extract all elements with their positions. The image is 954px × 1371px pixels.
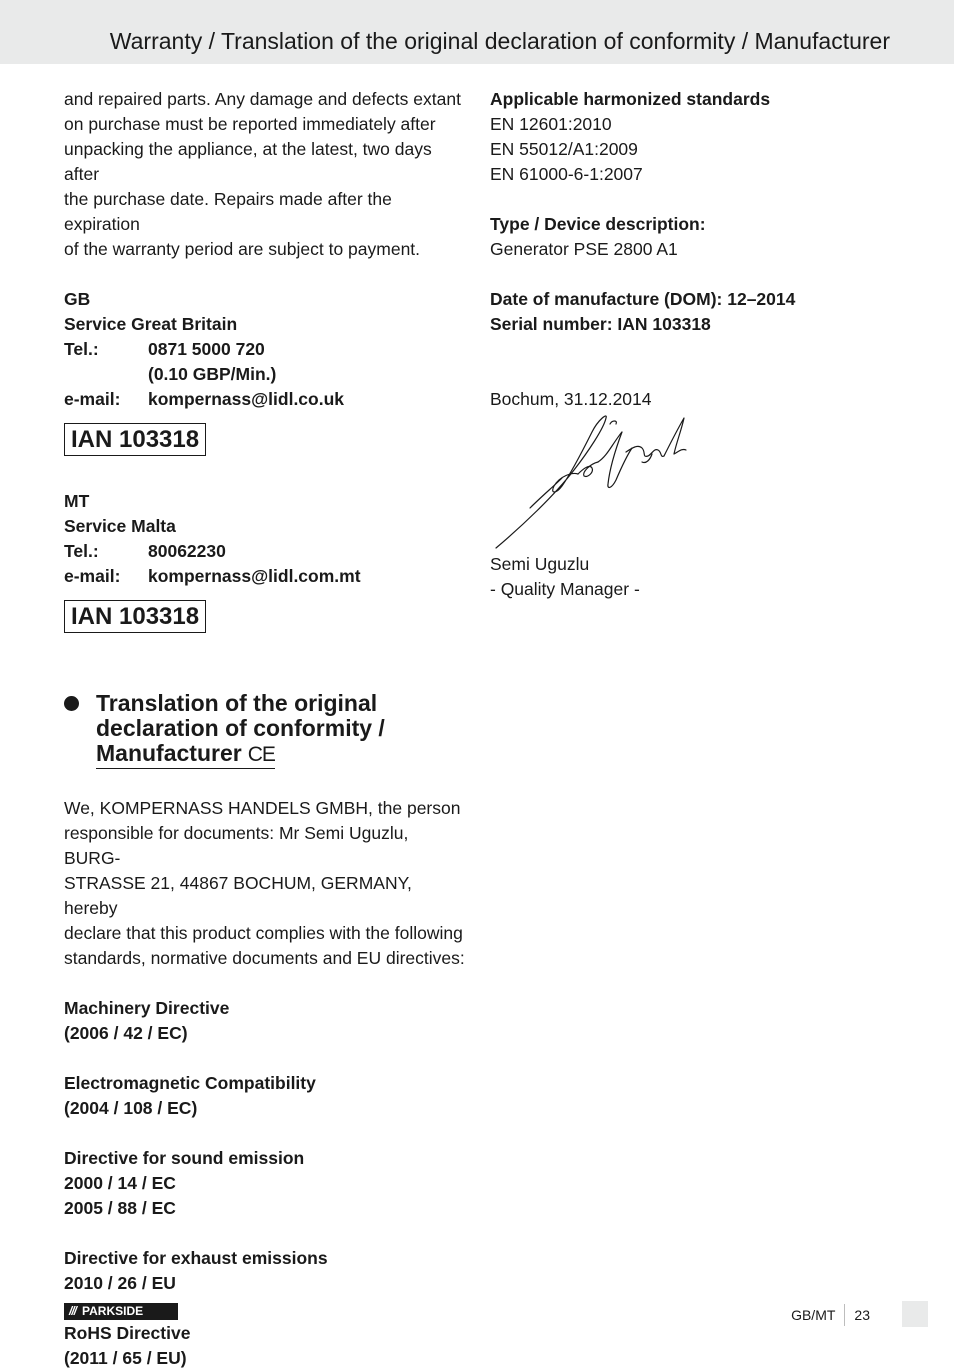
section-heading <box>64 691 466 769</box>
standards-title: Applicable harmonized standards <box>490 89 771 109</box>
page-title: Warranty / Translation of the original declaration of conformity / Manufacturer <box>109 28 890 54</box>
warranty-line: of the warranty period are subject to payment. <box>64 239 421 259</box>
directive-code: 2010 / 26 / EU <box>64 1273 176 1293</box>
ce-mark-icon: CE <box>247 743 275 766</box>
directive-name: Directive for sound emission <box>64 1148 305 1168</box>
standard-item: EN 12601:2010 <box>490 114 612 134</box>
bullet-icon <box>64 696 79 711</box>
service-name: Service Malta <box>64 516 176 536</box>
email-label: e-mail: <box>64 389 121 409</box>
standard-item: EN 55012/A1:2009 <box>490 139 638 159</box>
declaration-line: STRASSE 21, 44867 BOCHUM, GERMANY, hereby <box>64 873 412 918</box>
declaration-text <box>64 796 466 971</box>
ian-box: IAN 103318 <box>64 600 206 633</box>
warranty-line: the purchase date. Repairs made after the expiration <box>64 189 392 234</box>
tel-rate: (0.10 GBP/Min.) <box>148 364 277 384</box>
section-line: Manufacturer <box>96 740 242 766</box>
directive-name: Directive for exhaust emissions <box>64 1248 328 1268</box>
declaration-line: standards, normative documents and EU directives: <box>64 948 465 968</box>
tel-row <box>64 337 466 362</box>
service-mt <box>64 489 466 633</box>
warranty-text <box>64 87 466 262</box>
directive-name: Machinery Directive <box>64 998 230 1018</box>
page-tab-marker <box>902 1301 928 1327</box>
tel-rate-row <box>64 362 466 387</box>
directive-block <box>64 996 466 1046</box>
signature-image <box>492 414 692 552</box>
email-value: kompernass@lidl.co.uk <box>148 389 345 409</box>
type-title: Type / Device description: <box>490 214 706 234</box>
directive-block <box>64 1321 466 1371</box>
email-value: kompernass@lidl.com.mt <box>148 566 361 586</box>
directive-code: 2005 / 88 / EC <box>64 1198 176 1218</box>
place-date: Bochum, 31.12.2014 <box>490 389 652 409</box>
directive-code: (2011 / 65 / EU) <box>64 1348 187 1368</box>
declaration-line: responsible for documents: Mr Semi Uguzlu, BURG- <box>64 823 409 868</box>
directive-code: (2004 / 108 / EC) <box>64 1098 198 1118</box>
section-line: Translation of the original <box>96 690 378 716</box>
signer-role: - Quality Manager - <box>490 579 640 599</box>
footer-divider <box>844 1304 845 1326</box>
region-code: GB/MT <box>791 1307 836 1323</box>
warranty-line: unpacking the appliance, at the latest, two days after <box>64 139 432 184</box>
parkside-logo <box>64 1303 178 1320</box>
warranty-line: on purchase must be reported immediately after <box>64 114 436 134</box>
date-of-manufacture: Date of manufacture (DOM): 12–2014 <box>490 289 796 309</box>
country-code: MT <box>64 491 90 511</box>
section-line: declaration of conformity / <box>96 715 385 741</box>
email-label: e-mail: <box>64 566 121 586</box>
declaration-line: declare that this product complies with the following <box>64 923 463 943</box>
tel-label: Tel.: <box>64 541 99 561</box>
email-row <box>64 387 466 412</box>
serial-number: Serial number: IAN 103318 <box>490 314 711 334</box>
directive-block <box>64 1146 466 1221</box>
declaration-line: We, KOMPERNASS HANDELS GMBH, the person <box>64 798 461 818</box>
tel-value: 0871 5000 720 <box>148 339 265 359</box>
warranty-line: and repaired parts. Any damage and defects extant <box>64 89 461 109</box>
directive-name: RoHS Directive <box>64 1323 191 1343</box>
email-row <box>64 564 466 589</box>
tel-label: Tel.: <box>64 339 99 359</box>
signer-name: Semi Uguzlu <box>490 554 590 574</box>
standard-item: EN 61000-6-1:2007 <box>490 164 643 184</box>
directive-code: 2000 / 14 / EC <box>64 1173 176 1193</box>
directive-name: Electromagnetic Compatibility <box>64 1073 316 1093</box>
left-column <box>64 87 466 1371</box>
directive-block <box>64 1071 466 1121</box>
page-footer <box>791 1304 870 1326</box>
ian-box: IAN 103318 <box>64 423 206 456</box>
service-gb <box>64 287 466 456</box>
type-value: Generator PSE 2800 A1 <box>490 239 678 259</box>
tel-value: 80062230 <box>148 541 226 561</box>
page-header <box>0 0 954 64</box>
country-code: GB <box>64 289 91 309</box>
directive-code: (2006 / 42 / EC) <box>64 1023 188 1043</box>
page-number: 23 <box>854 1307 870 1323</box>
directive-block <box>64 1246 466 1296</box>
logo-stripes-icon: /// <box>69 1304 77 1318</box>
right-column <box>490 87 910 602</box>
tel-row <box>64 539 466 564</box>
brand-name: PARKSIDE <box>82 1304 144 1318</box>
service-name: Service Great Britain <box>64 314 238 334</box>
section-line-underlined <box>96 741 275 769</box>
